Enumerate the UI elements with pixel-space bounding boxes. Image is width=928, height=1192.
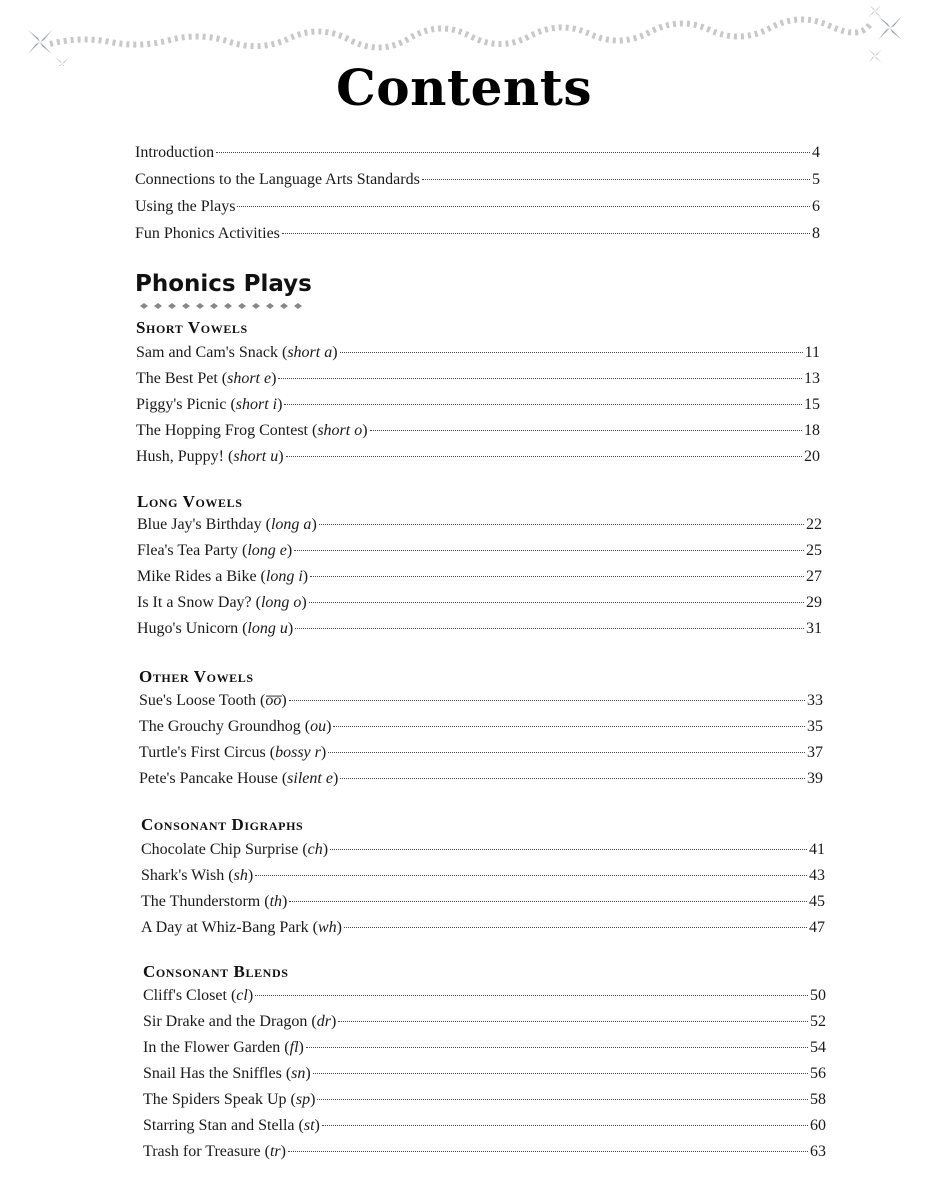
diamond-divider-icon: [136, 302, 306, 310]
dot-leader: [237, 206, 810, 207]
entry-title: Cliff's Closet (cl): [143, 987, 254, 1004]
phonics-tag: short i: [235, 396, 278, 413]
entry-title: Trash for Treasure (tr): [143, 1143, 286, 1160]
section-title: Phonics Plays: [135, 271, 312, 297]
entry-title: The Grouchy Groundhog (ou): [139, 718, 332, 735]
phonics-tag: bossy r: [275, 744, 321, 761]
dot-leader: [422, 179, 810, 180]
toc-entry[interactable]: [139, 692, 823, 714]
dot-leader: [340, 352, 803, 353]
entry-title: Turtle's First Circus (bossy r): [139, 744, 327, 761]
phonics-tag: ou: [310, 718, 327, 735]
toc-entry[interactable]: [141, 893, 825, 915]
entry-title: Is It a Snow Day? (long o): [137, 594, 307, 611]
dot-leader: [370, 430, 802, 431]
toc-entry[interactable]: [143, 1143, 826, 1165]
entry-title: The Hopping Frog Contest (short o): [136, 422, 368, 439]
entry-title: Mike Rides a Bike (long i): [137, 568, 309, 585]
entry-title: Pete's Pancake House (silent e): [139, 770, 339, 787]
entry-title: Hush, Puppy! (short u): [136, 448, 284, 465]
dot-leader: [330, 849, 807, 850]
dot-leader: [333, 726, 805, 727]
entry-title: Chocolate Chip Surprise (ch): [141, 841, 329, 858]
entry-title: Starring Stan and Stella (st): [143, 1117, 320, 1134]
page-number: 29: [806, 594, 822, 611]
dot-leader: [344, 927, 807, 928]
toc-entry[interactable]: [141, 841, 825, 863]
dot-leader: [309, 602, 804, 603]
phonics-tag: short o: [317, 422, 363, 439]
toc-entry[interactable]: [137, 516, 822, 538]
entry-title: In the Flower Garden (fl): [143, 1039, 304, 1056]
dot-leader: [282, 233, 810, 234]
phonics-tag: long e: [247, 542, 287, 559]
entry-title: A Day at Whiz-Bang Park (wh): [141, 919, 342, 936]
entry-title: Flea's Tea Party (long e): [137, 542, 293, 559]
dot-leader: [317, 1099, 808, 1100]
phonics-tag: wh: [318, 919, 337, 936]
dot-leader: [295, 628, 804, 629]
entry-title: Sam and Cam's Snack (short a): [136, 344, 338, 361]
pinwheel-icon: [28, 30, 52, 54]
page-number: 60: [810, 1117, 826, 1134]
page-number: 20: [804, 448, 820, 465]
page-number: 11: [804, 344, 820, 361]
toc-entry[interactable]: [137, 620, 822, 642]
entry-title: Fun Phonics Activities: [135, 225, 280, 242]
dot-leader: [322, 1125, 808, 1126]
toc-entry[interactable]: [143, 1117, 826, 1139]
dot-leader: [255, 875, 807, 876]
dot-leader: [278, 378, 802, 379]
entry-title: Sue's Loose Tooth (o̅o̅): [139, 692, 287, 709]
dot-leader: [216, 152, 810, 153]
toc-entry[interactable]: [136, 422, 820, 444]
pinwheel-icon: [878, 16, 902, 40]
dot-leader: [310, 576, 804, 577]
entry-title: Shark's Wish (sh): [141, 867, 254, 884]
page-number: 4: [812, 144, 820, 161]
phonics-tag: st: [303, 1117, 315, 1134]
toc-entry[interactable]: [143, 1013, 826, 1035]
phonics-tag: sh: [233, 867, 248, 884]
page-number: 41: [809, 841, 825, 858]
phonics-tag: silent e: [287, 770, 333, 787]
phonics-tag: sn: [291, 1065, 306, 1082]
phonics-tag: dr: [316, 1013, 331, 1030]
entry-title: Hugo's Unicorn (long u): [137, 620, 294, 637]
page-number: 8: [812, 225, 820, 242]
toc-entry[interactable]: [137, 568, 822, 590]
page-number: 18: [804, 422, 820, 439]
dot-leader: [284, 404, 802, 405]
page-number: 56: [810, 1065, 826, 1082]
page-number: 50: [810, 987, 826, 1004]
toc-entry[interactable]: [141, 919, 825, 941]
phonics-tag: long i: [265, 568, 303, 585]
phonics-tag: short e: [227, 370, 272, 387]
entry-title: Connections to the Language Arts Standards: [135, 171, 420, 188]
phonics-tag: long u: [247, 620, 288, 637]
page-number: 25: [806, 542, 822, 559]
entry-title: Introduction: [135, 144, 215, 161]
toc-entry[interactable]: [136, 370, 820, 392]
page-number: 13: [804, 370, 820, 387]
page-number: 31: [806, 620, 822, 637]
page-number: 22: [806, 516, 822, 533]
phonics-tag: ch: [307, 841, 323, 858]
category-heading: Long Vowels: [137, 492, 243, 511]
dot-leader: [294, 550, 804, 551]
phonics-tag: short a: [287, 344, 333, 361]
dot-leader: [319, 524, 804, 525]
phonics-tag: sp: [295, 1091, 311, 1108]
entry-title: Blue Jay's Birthday (long a): [137, 516, 317, 533]
toc-entry[interactable]: [143, 1039, 826, 1061]
entry-title: The Spiders Speak Up (sp): [143, 1091, 316, 1108]
toc-entry[interactable]: [135, 144, 820, 166]
page-number: 52: [810, 1013, 826, 1030]
phonics-tag: cl: [236, 987, 248, 1004]
dot-leader: [340, 778, 805, 779]
pinwheel-icon: [868, 6, 881, 18]
dot-leader: [306, 1047, 808, 1048]
dot-leader: [286, 456, 802, 457]
category-heading: Consonant Digraphs: [141, 815, 304, 834]
dot-leader: [313, 1073, 808, 1074]
page-number: 63: [810, 1143, 826, 1160]
entry-title: Snail Has the Sniffles (sn): [143, 1065, 311, 1082]
entry-title: Piggy's Picnic (short i): [136, 396, 283, 413]
toc-entry[interactable]: [137, 542, 822, 564]
phonics-tag: long a: [270, 516, 312, 533]
phonics-tag: short u: [233, 448, 279, 465]
phonics-tag: th: [269, 893, 283, 910]
phonics-tag: o̅o̅: [265, 692, 282, 709]
dot-leader: [255, 995, 808, 996]
page-number: 5: [812, 171, 820, 188]
entry-title: The Thunderstorm (th): [141, 893, 288, 910]
dot-leader: [288, 1151, 808, 1152]
page-title: Contents: [335, 58, 592, 117]
toc-entry[interactable]: [136, 344, 820, 366]
category-heading: Short Vowels: [136, 318, 248, 337]
page-number: 35: [807, 718, 823, 735]
phonics-tag: long o: [260, 594, 302, 611]
page-number: 58: [810, 1091, 826, 1108]
dot-leader: [289, 700, 805, 701]
phonics-tag: fl: [289, 1039, 299, 1056]
toc-entry[interactable]: [135, 171, 820, 193]
toc-entry[interactable]: [137, 594, 822, 616]
phonics-tag: tr: [269, 1143, 281, 1160]
decorative-border: [20, 6, 910, 66]
entry-title: The Best Pet (short e): [136, 370, 277, 387]
toc-entry[interactable]: [139, 744, 823, 766]
toc-entry[interactable]: [143, 987, 826, 1009]
dot-leader: [338, 1021, 808, 1022]
page-number: 45: [809, 893, 825, 910]
toc-entry[interactable]: [136, 448, 820, 470]
toc-entry[interactable]: [135, 225, 820, 247]
toc-entry[interactable]: [136, 396, 820, 418]
toc-entry[interactable]: [143, 1065, 826, 1087]
page-number: 47: [809, 919, 825, 936]
entry-title: Using the Plays: [135, 198, 236, 215]
toc-entry[interactable]: [139, 718, 823, 740]
page-number: 54: [810, 1039, 826, 1056]
category-heading: Consonant Blends: [143, 962, 289, 981]
toc-entry[interactable]: [143, 1091, 826, 1113]
dot-leader: [328, 752, 805, 753]
page-number: 39: [807, 770, 823, 787]
page-number: 33: [807, 692, 823, 709]
entry-title: Sir Drake and the Dragon (dr): [143, 1013, 337, 1030]
page-number: 15: [804, 396, 820, 413]
category-heading: Other Vowels: [139, 667, 254, 686]
dot-leader: [289, 901, 807, 902]
toc-entry[interactable]: [135, 198, 820, 220]
toc-entry[interactable]: [141, 867, 825, 889]
page-number: 27: [806, 568, 822, 585]
page-number: 43: [809, 867, 825, 884]
page-number: 37: [807, 744, 823, 761]
toc-entry[interactable]: [139, 770, 823, 792]
page-number: 6: [812, 198, 820, 215]
